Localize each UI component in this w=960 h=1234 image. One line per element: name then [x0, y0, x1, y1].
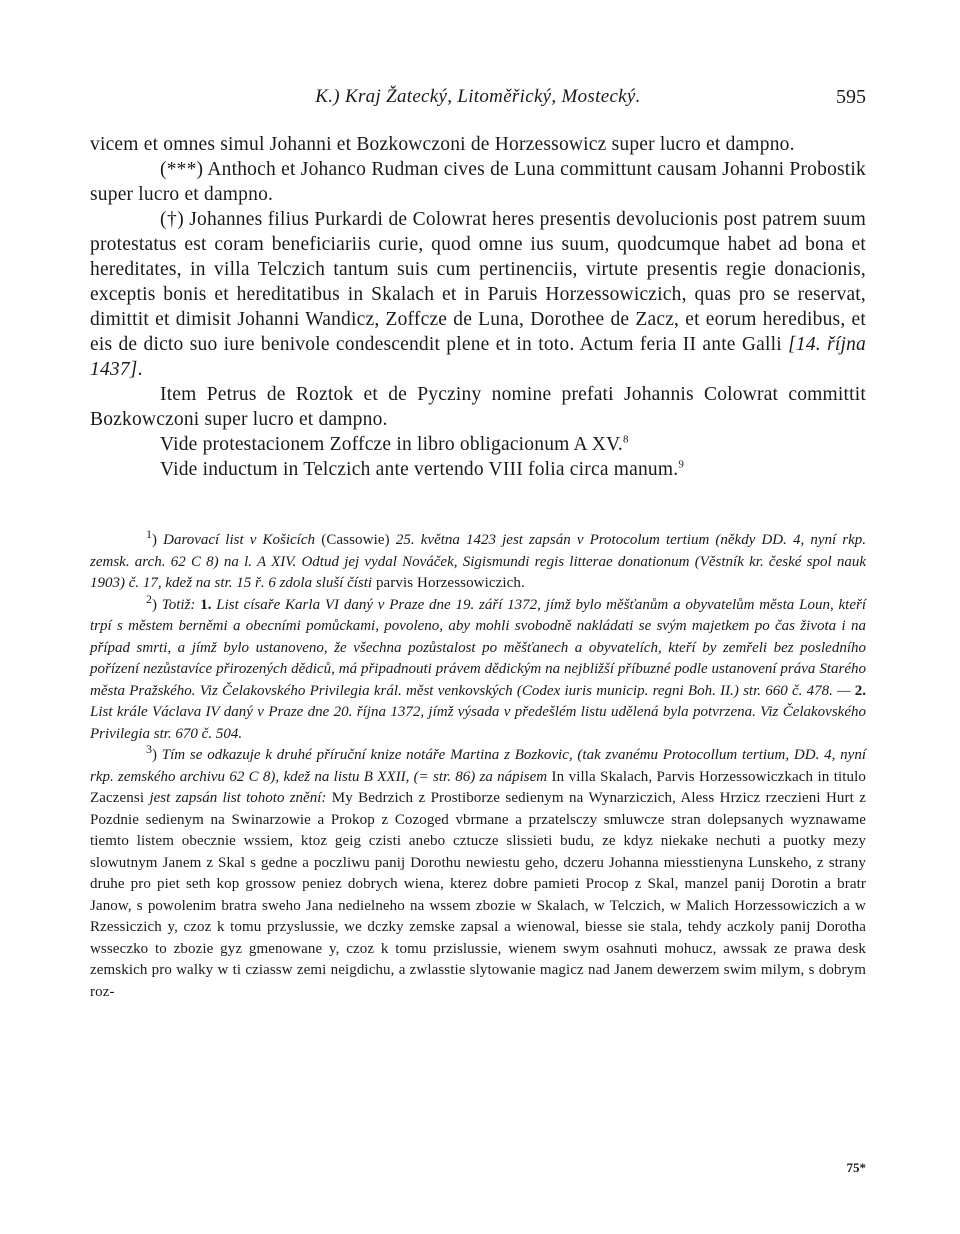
running-title: K.) Kraj Žatecký, Litoměřický, Mostecký. — [315, 86, 641, 107]
footnote-1-part-d: parvis Horzessowiczich. — [372, 575, 525, 591]
footnotes — [90, 527, 867, 1003]
footnote-2-mark: 2 — [146, 591, 152, 606]
paragraph-5-text: Vide protestacionem Zoffcze in libro obligacionum A XV. — [160, 434, 623, 455]
main-text — [90, 132, 866, 482]
paragraph-3-date: [14. října 1437] — [90, 334, 866, 380]
footnote-3: $^3$) Tím se odkazuje k druhé příruční knize notáře Martina z Bozkovic, (tak zvanému Protocollum tertium, DD. 4, nyní rkp. zemského archivu 62 C 8), kdež na listu B XXII, (= str. 86) za nápisem In villa Skalach, Parvis Horzessowiczkach in titulo Zaczensi jest zapsán list tohoto znění: My Bedrzich z Prostiborze sedienym na Wynarziczich, Aless Hrzicz rzeczieni Hurt z Pozdnie sedienym na Swinarzowie a Prokop z Cozoged vbrmane a przatelsczy smluwcze stran dolepsanych wyznawame tiemto listem obecznie wssiem, ktoz geig czisti anebo cztucze slissieti budu, ze kdyz niekake nechuti a puotky mezy slowutnym Janem z Skal s gedne a poczliwu panij Dorothu newiestu geho, dczeru Johanna miesstienyna Lunskeho, z strany druhe pro piet seth kop grossow peniez dobrych wiena, kterez dobre pamieti Procop z Skal, manzel panij Dorotin a bratr Janow, s powolenim bratra sweho Jana nedielneho na wssem zbozie w Skalach, w Telczich, w Malich Horzessowiczich a w Rzessiczich y, czoz k tomu przyslussie, we dczky zemske zapsal a wienowal, biesse sie stala, tehdy aczkoly panij Dorotha wsseczko to zbozie gyz gmenowane y, czoz k tomu przislussie, wienem swym osahnuti mohucz, awssak ze prawa desk zemskich pro walky w ti cziassw zemi neigdichu, a zwlasstie slytowanie magicz nad Janem dewerzem swim milym, s dobrym roz- — [90, 742, 867, 1000]
paragraph-3-end: . — [137, 359, 143, 380]
running-header — [90, 86, 866, 112]
paragraph-6 — [90, 457, 866, 482]
paragraph-3-text: (†) Johannes filius Purkardi de Colowrat heres presentis devolucionis post patrem suum protestatus est coram beneficiariis curie, quod omne ius suum, quodcumque habet ad bona et hereditates, in villa Telczich tantum suis cum pertinenciis, virtute presentis regie donacionis, exceptis bonis et hereditatibus in Skalach et in Paruis Horzessowiczich, quas pro se reservat, dimittit et dimisit Johanni Wandicz, Zoffcze de Luna, Dorothee de Zacz, et eorum heredibus, et eis de dicto suo iure benivole condescendit plene et in toto. Actum feria II ante Galli — [90, 209, 866, 355]
footnote-ref-8: 8 — [622, 433, 629, 446]
footnote-ref-9: 9 — [678, 458, 685, 471]
paragraph-1: vicem et omnes simul Johanni et Bozkowczoni de Horzessowicz super lucro et dampno. — [90, 134, 795, 155]
footnote-3-part-d: My Bedrzich z Prostiborze sedienym na Wynarziczich, Aless Hrzicz rzeczieni Hurt z Pozdnie sedienym na Swinarzowie a Prokop z Cozoged vbrmane a przatelsczy smluwcze stran dolepsanych wyznawame tiemto listem obecznie wssiem, ktoz geig czisti anebo cztucze slissieti budu, ze kdyz niekake nechuti a puotky mezy slowutnym Janem z Skal s gedne a poczliwu panij Dorothu newiestu geho, dczeru Johanna miesstienyna Lunskeho, z strany druhe pro piet seth kop grossow peniez dobrych wiena, kterez dobre pamieti Procop z Skal, manzel panij Dorotin a bratr Janow, s powolenim bratra sweho Jana nedielneho na wssem zbozie w Skalach, w Telczich, w Malich Horzessowiczich a w Rzessiczich y, czoz k tomu przyslussie, we dczky zemske zapsal a wienowal, biesse sie stala, tehdy aczkoly panij Dorotha wsseczko to zbozie gyz gmenowane y, czoz k tomu przislussie, wienem swym osahnuti mohucz, awssak ze prawa desk zemskich pro walky w ti cziassw zemi neigdichu, a zwlasstie slytowanie magicz nad Janem dewerzem swim milym, s dobrym roz- — [90, 790, 867, 1000]
paragraph-6-text: Vide inductum in Telczich ante vertendo VIII folia circa manum. — [160, 459, 679, 480]
footnote-3-part-a: Tím se odkazuje k druhé příruční knize notáře Martina z Bozkovic, (tak zvanému Protocollum tertium, DD. 4, nyní rkp. zemského archivu 62 C 8), kdež na listu B XXII, (= str. 86) za nápisem — [90, 747, 866, 785]
footnote-2-part-b: 1. — [200, 596, 212, 613]
footnote-3-mark: 3 — [146, 742, 152, 756]
footnote-1-part-b: (Cassowie) — [315, 532, 396, 548]
footnote-2-part-c: List císaře Karla VI daný v Praze dne 19. září 1372, jímž bylo měšťanům a obyvatelům města Loun, kteří trpí s městem berněmi a obecními pomůckami, povoleno, aby mohli svobodně nakládati se svým majetkem po čas života i na případ smrti, a jímž bylo ustanoveno, že všechna pozůstalost po měšťanech a obyvatelích, kteří by zemřeli bez posledního pořízení nezůstavíce přirozených dědiců, má připadnouti právem dědickým na nejbližší příbuzné podle ustanovení práva Starého města Pražského. Viz Čelakovského Privilegia král. měst venkovských (Codex iuris municip. regni Boh. II.) str. 660 č. 478. — — [90, 596, 866, 699]
paragraph-3 — [90, 207, 866, 382]
footnote-1: $^1$) Darovací list v Košicích (Cassowie) 25. května 1423 jest zapsán v Protocolum tertium (někdy DD. 4, nyní rkp. zemsk. arch. 62 C 8) na l. A XIV. Odtud jej vydal Nováček, Sigismundi regis litterae donationum (Věstník kr. české spol nauk 1903) č. 17, kdež na str. 15 ř. 6 zdola sluší čísti parvis Horzessowiczich. — [90, 527, 867, 591]
footnote-1-part-a: Darovací list v Košicích — [163, 532, 316, 548]
paragraph-2: (***) Anthoch et Johanco Rudman cives de Luna committunt causam Johanni Probostik super lucro et dampno. — [90, 159, 866, 205]
footnote-2-part-d: 2. — [854, 682, 866, 699]
footnote-2-part-e: List krále Václava IV daný v Praze dne 20. října 1372, jímž výsada v předešlém listu udělená byla potvrzena. Viz Čelakovského Privilegia str. 670 č. 504. — [90, 704, 866, 742]
signature-mark: 75* — [846, 1160, 866, 1175]
footnote-2-part-a: Totiž: — [161, 596, 201, 613]
footnote-1-mark: 1 — [146, 527, 152, 541]
page-number: 595 — [836, 86, 866, 108]
footnote-3-part-b: In villa Skalach, Parvis Horzessowiczkach in titulo Zaczensi — [90, 768, 866, 806]
footnote-1-part-c: 25. května 1423 jest zapsán v Protocolum tertium (někdy DD. 4, nyní rkp. zemsk. arch. 62 C 8) na l. A XIV. Odtud jej vydal Nováček, Sigismundi regis litterae donationum (Věstník kr. české spol nauk 1903) č. 17, kdež na str. 15 ř. 6 zdola sluší čísti — [90, 532, 867, 591]
footnote-2: $^2$) Totiž: 1. List císaře Karla VI daný v Praze dne 19. září 1372, jímž bylo měšťanům a obyvatelům města Loun, kteří trpí s městem berněmi a obecními pomůckami, povoleno, aby mohli svobodně nakládati se svým majetkem po čas života i na případ smrti, a jímž bylo ustanoveno, že všechna pozůstalost po měšťanech a obyvatelích, kteří by zemřeli bez posledního pořízení nezůstavíce přirozených dědiců, má připadnouti právem dědickým na nejbližší příbuzné podle ustanovení práva Starého města Pražského. Viz Čelakovského Privilegia král. měst venkovských (Codex iuris municip. regni Boh. II.) str. 660 č. 478. — 2. List krále Václava IV daný v Praze dne 20. října 1372, jímž výsada v předešlém listu udělená byla potvrzena. Viz Čelakovského Privilegia str. 670 č. 504. — [90, 591, 866, 742]
paragraph-5 — [90, 432, 866, 457]
paragraph-4: Item Petrus de Roztok et de Pycziny nomine prefati Johannis Colowrat committit Bozkowczoni super lucro et dampno. — [90, 384, 866, 430]
footnote-3-part-c: jest zapsán list tohoto znění: — [149, 790, 327, 806]
